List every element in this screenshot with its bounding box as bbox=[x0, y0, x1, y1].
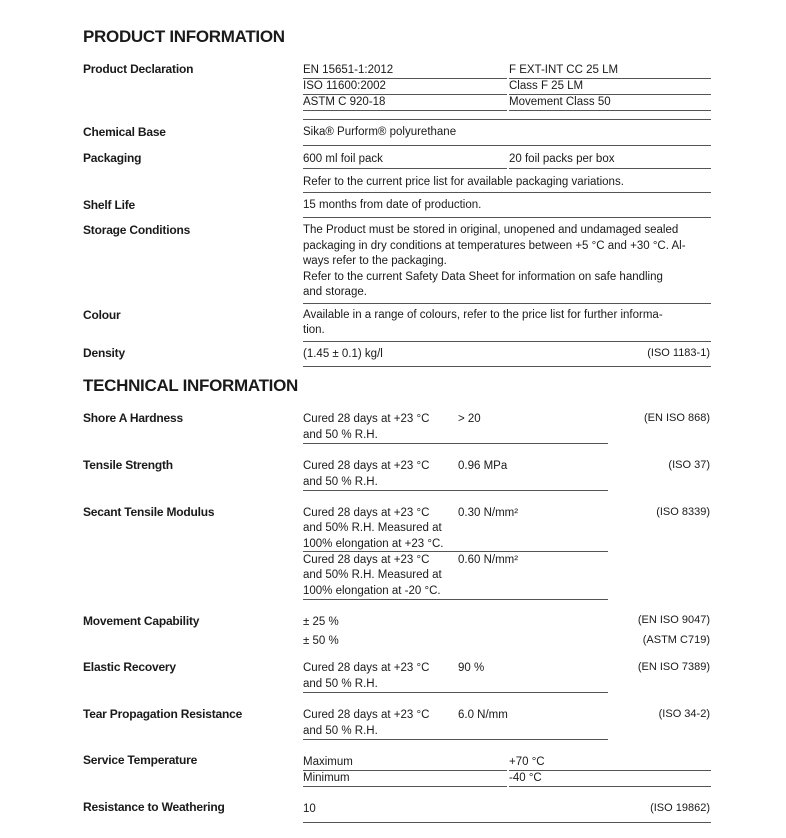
secant-1-line-1: Cured 28 days at +23 °C bbox=[303, 507, 430, 519]
secant-1-value: 0.30 N/mm² bbox=[458, 507, 519, 519]
tear-ref: (ISO 34-2) bbox=[658, 708, 710, 720]
elastic-cond-2: and 50 % R.H. bbox=[303, 678, 378, 690]
movement-value-1: ± 25 % bbox=[303, 616, 339, 628]
movement-ref-1: (EN ISO 9047) bbox=[637, 614, 710, 626]
storage-line-2: packaging in dry conditions at temperatures between +5 °C and +30 °C. Al- bbox=[303, 240, 686, 252]
row-separator bbox=[303, 119, 711, 120]
section-heading-product-information: PRODUCT INFORMATION bbox=[83, 27, 285, 46]
service-temp-right-2: -40 °C bbox=[509, 772, 542, 784]
density-value: (1.45 ± 0.1) kg/l bbox=[303, 348, 383, 360]
packaging-note: Refer to the current price list for available packaging variations. bbox=[303, 176, 624, 188]
tensile-value: 0.96 MPa bbox=[458, 460, 508, 472]
colour-line-2: tion. bbox=[303, 324, 325, 336]
density-ref: (ISO 1183-1) bbox=[647, 347, 710, 359]
elastic-cond-1: Cured 28 days at +23 °C bbox=[303, 662, 430, 674]
divider bbox=[303, 692, 608, 693]
label-service-temperature: Service Temperature bbox=[83, 753, 198, 767]
divider bbox=[303, 168, 507, 169]
movement-ref-2: (ASTM C719) bbox=[642, 634, 710, 646]
shore-a-ref: (EN ISO 868) bbox=[643, 412, 710, 424]
divider bbox=[303, 786, 507, 787]
label-density: Density bbox=[83, 346, 125, 360]
secant-2-line-3: 100% elongation at -20 °C. bbox=[303, 585, 441, 597]
divider bbox=[509, 168, 711, 169]
declaration-right-3: Movement Class 50 bbox=[509, 96, 611, 108]
secant-2-value: 0.60 N/mm² bbox=[458, 554, 519, 566]
label-chemical-base: Chemical Base bbox=[83, 125, 166, 139]
declaration-right-1: F EXT-INT CC 25 LM bbox=[509, 64, 619, 76]
declaration-left-1: EN 15651-1:2012 bbox=[303, 64, 394, 76]
storage-line-1: The Product must be stored in original, unopened and undamaged sealed bbox=[303, 224, 679, 236]
row-separator bbox=[303, 217, 711, 218]
declaration-right-2: Class F 25 LM bbox=[509, 80, 584, 92]
shore-a-cond-2: and 50 % R.H. bbox=[303, 429, 378, 441]
label-tensile-strength: Tensile Strength bbox=[83, 458, 173, 472]
shore-a-cond-1: Cured 28 days at +23 °C bbox=[303, 413, 430, 425]
row-separator bbox=[303, 366, 711, 367]
label-packaging: Packaging bbox=[83, 151, 142, 165]
row-separator bbox=[303, 192, 711, 193]
colour-line-1: Available in a range of colours, refer to the price list for further informa- bbox=[303, 309, 663, 321]
movement-value-2: ± 50 % bbox=[303, 635, 339, 647]
weathering-value: 10 bbox=[303, 803, 316, 815]
packaging-right: 20 foil packs per box bbox=[509, 153, 615, 165]
divider bbox=[303, 599, 608, 600]
storage-line-4: Refer to the current Safety Data Sheet for information on safe handling bbox=[303, 271, 663, 283]
tear-value: 6.0 N/mm bbox=[458, 709, 508, 721]
service-temp-right-1: +70 °C bbox=[509, 756, 545, 768]
divider bbox=[303, 739, 608, 740]
divider bbox=[509, 786, 711, 787]
label-shore-a-hardness: Shore A Hardness bbox=[83, 411, 183, 425]
label-tear-propagation: Tear Propagation Resistance bbox=[83, 707, 243, 721]
weathering-ref: (ISO 19862) bbox=[650, 802, 710, 814]
divider bbox=[303, 490, 608, 491]
divider bbox=[303, 110, 507, 111]
secant-2-line-1: Cured 28 days at +23 °C bbox=[303, 554, 430, 566]
row-separator bbox=[303, 822, 711, 823]
label-movement-capability: Movement Capability bbox=[83, 614, 200, 628]
label-colour: Colour bbox=[83, 308, 121, 322]
storage-line-5: and storage. bbox=[303, 286, 367, 298]
section-heading-technical-information: TECHNICAL INFORMATION bbox=[83, 376, 298, 395]
storage-line-3: ways refer to the packaging. bbox=[303, 255, 447, 267]
declaration-left-3: ASTM C 920-18 bbox=[303, 96, 386, 108]
elastic-ref: (EN ISO 7389) bbox=[637, 661, 710, 673]
tear-cond-2: and 50 % R.H. bbox=[303, 725, 378, 737]
secant-2-line-2: and 50% R.H. Measured at bbox=[303, 569, 442, 581]
tensile-cond-1: Cured 28 days at +23 °C bbox=[303, 460, 430, 472]
label-secant-tensile-modulus: Secant Tensile Modulus bbox=[83, 505, 215, 519]
chemical-base-value: Sika® Purform® polyurethane bbox=[303, 126, 457, 138]
shore-a-value: > 20 bbox=[458, 413, 481, 425]
tensile-ref: (ISO 37) bbox=[668, 459, 710, 471]
tensile-cond-2: and 50 % R.H. bbox=[303, 476, 378, 488]
secant-ref: (ISO 8339) bbox=[656, 506, 710, 518]
label-resistance-to-weathering: Resistance to Weathering bbox=[83, 800, 225, 814]
divider bbox=[303, 551, 608, 552]
service-temp-left-2: Minimum bbox=[303, 772, 350, 784]
label-elastic-recovery: Elastic Recovery bbox=[83, 660, 176, 674]
shelf-life-value: 15 months from date of production. bbox=[303, 199, 482, 211]
tear-cond-1: Cured 28 days at +23 °C bbox=[303, 709, 430, 721]
row-separator bbox=[303, 145, 711, 146]
row-separator bbox=[303, 341, 711, 342]
divider bbox=[509, 110, 711, 111]
label-storage-conditions: Storage Conditions bbox=[83, 223, 191, 237]
secant-1-line-3: 100% elongation at +23 °C. bbox=[303, 538, 444, 550]
secant-1-line-2: and 50% R.H. Measured at bbox=[303, 522, 442, 534]
declaration-left-2: ISO 11600:2002 bbox=[303, 80, 386, 92]
row-separator bbox=[303, 303, 711, 304]
packaging-left: 600 ml foil pack bbox=[303, 153, 383, 165]
divider bbox=[303, 443, 608, 444]
service-temp-left-1: Maximum bbox=[303, 756, 353, 768]
label-shelf-life: Shelf Life bbox=[83, 198, 136, 212]
elastic-value: 90 % bbox=[458, 662, 485, 674]
label-product-declaration: Product Declaration bbox=[83, 62, 194, 76]
